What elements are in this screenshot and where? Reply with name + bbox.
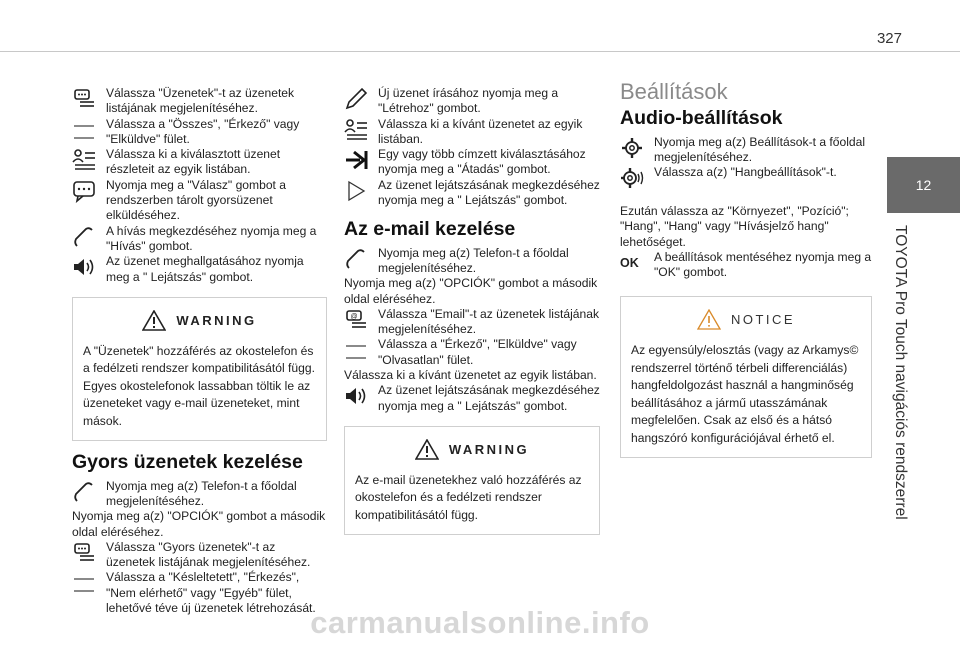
instruction-row [344, 383, 600, 414]
instruction-row [620, 250, 872, 284]
instruction-row [344, 178, 600, 209]
section-title: Audio-beállítások [620, 107, 783, 130]
section-title: Az e-mail kezelése [344, 218, 516, 241]
instruction-text: Ezután válassza az "Környezet", "Pozíció"; "Hang", "Hang" vagy "Hívásjelző hang" lehetőséget. [620, 204, 849, 249]
instruction-row [620, 165, 872, 194]
instruction-row [344, 86, 600, 117]
column-1 [72, 86, 327, 616]
chapter-tab [887, 157, 960, 213]
list-select-icon [344, 117, 378, 146]
instruction-row [72, 117, 327, 148]
speaker-icon [344, 383, 378, 412]
messages-icon [72, 86, 106, 115]
instruction-row [344, 246, 600, 277]
instruction-text: Az üzenet lejátszásának megkezdéséhez nyomja meg a " Lejátszás" gombot. [378, 177, 600, 208]
warning-text: A "Üzenetek" hozzáférés az okostelefon és a fedélzeti rendszer kompatibilitásától függ. Egyes okostelefonok lassabban töltik le az üzeneteket vagy e-mail üzeneteket, mint mások. [83, 343, 315, 428]
messages-icon [72, 540, 106, 569]
instruction-text: Válassza ki a kiválasztott üzenet részleteit az egyik listában. [106, 147, 281, 177]
warning-title: WARNING [176, 312, 257, 328]
column-3 [620, 79, 872, 468]
instruction-text: Válassza "Üzenetek"-t az üzenetek listájának megjelenítéséhez. [106, 86, 295, 116]
instruction-text: Új üzenet írásához nyomja meg a "Létrehoz" gombot. [378, 86, 559, 116]
play-icon [344, 178, 378, 207]
warning-title: WARNING [448, 441, 530, 457]
instruction-row [620, 135, 872, 166]
section-title: Gyors üzenetek kezelése [72, 451, 303, 474]
tab-blank-icon [72, 570, 106, 599]
pencil-icon [344, 86, 378, 115]
instruction-text: Válassza a "Összes", "Érkező" vagy "Elküldve" fület. [106, 116, 300, 146]
page-number: 327 [876, 30, 902, 47]
warning-box [72, 297, 327, 442]
notice-icon [697, 309, 721, 330]
instruction-text: Nyomja meg a(z) Telefon-t a főoldal megjelenítéséhez. [378, 245, 569, 275]
notice-box [620, 296, 872, 458]
instruction-text: Nyomja meg a "Válasz" gombot a rendszerben tárolt gyorsüzenet elküldéséhez. [106, 177, 286, 223]
instruction-text: Válassza "Gyors üzenetek"-t az üzenetek listájának megjelenítéséhez. [106, 539, 311, 570]
sound-settings-icon [620, 165, 654, 194]
header-rule [0, 51, 960, 52]
instruction-text: Válassza a "Érkező", "Elküldve" vagy "Olvasatlan" fület. [378, 337, 577, 367]
instruction-text: Válassza a "Késleltetett", "Érkezés", "Nem elérhető" vagy "Egyéb" fület, lehetővé téve új üzenetek létrehozását. [106, 570, 316, 616]
instruction-text: Nyomja meg a(z) Beállítások-t a főoldal megjelenítéséhez. [654, 134, 866, 164]
watermark: carmanualsonline.info [310, 605, 650, 640]
instruction-text: A hívás megkezdéséhez nyomja meg a "Hívás" gombot. [106, 223, 317, 253]
instruction-row [344, 147, 600, 178]
instruction-row [72, 479, 327, 510]
instruction-text: A beállítások mentéséhez nyomja meg a "OK" gombot. [654, 250, 872, 280]
warning-icon [415, 439, 439, 460]
page-title: Beállítások [620, 79, 728, 104]
instruction-row [344, 117, 600, 148]
notice-heading [631, 309, 861, 330]
forward-icon [344, 147, 378, 176]
side-title-text: TOYOTA Pro Touch navigációs rendszerrel [892, 225, 909, 520]
instruction-row [72, 147, 327, 178]
warning-heading [355, 439, 589, 460]
reply-icon [72, 178, 106, 207]
instruction-text: Nyomja meg a(z) "OPCIÓK" gombot a második oldal eléréséhez. [344, 276, 598, 306]
instruction-row [72, 540, 327, 571]
notice-title: NOTICE [730, 311, 796, 327]
warning-box [344, 426, 600, 536]
instruction-text: Az üzenet meghallgatásához nyomja meg a " Lejátszás" gombot. [106, 254, 304, 284]
tab-blank-icon [72, 117, 106, 146]
instruction-row [72, 178, 327, 224]
column-2 [344, 86, 600, 545]
tab-blank-icon [344, 337, 378, 366]
instruction-text: Válassza a(z) "Hangbeállítások"-t. [654, 165, 837, 180]
instruction-text: Nyomja meg a(z) "OPCIÓK" gombot a második oldal eléréséhez. [72, 509, 326, 539]
instruction-text: Válassza ki a kívánt üzenetet az egyik listában. [344, 368, 597, 383]
warning-heading [83, 310, 316, 331]
instruction-text: Nyomja meg a(z) Telefon-t a főoldal megjelenítéséhez. [106, 478, 297, 508]
phone-icon [72, 479, 106, 508]
list-select-icon [72, 147, 106, 176]
warning-text: Az e-mail üzenetekhez való hozzáférés az okostelefon és a fedélzeti rendszer kompatibilitásától függ. [355, 472, 582, 522]
chapter-number: 12 [915, 177, 932, 193]
instruction-row [72, 224, 327, 255]
gear-icon [620, 135, 654, 164]
notice-text: Az egyensúly/elosztás (vagy az Arkamys© rendszerrel történő térbeli differenciálás) hangfeldolgozást használ a hangminőség beállításához a jármű utasszámának megfelelően. Csak az első és a hátsó hangszóró konfigurációjával érhető el. [631, 343, 859, 445]
instruction-text: Az üzenet lejátszásának megkezdéséhez nyomja meg a " Lejátszás" gombot. [378, 383, 600, 413]
instruction-row [72, 86, 327, 117]
instruction-text: Válassza "Email"-t az üzenetek listájának megjelenítéséhez. [378, 306, 600, 337]
ok-label: OK [620, 256, 639, 271]
instruction-text: Egy vagy több címzett kiválasztásához nyomja meg a "Átadás" gombot. [378, 147, 586, 177]
email-icon [344, 307, 378, 336]
warning-icon [142, 310, 166, 331]
phone-icon [344, 246, 378, 275]
phone-icon [72, 224, 106, 253]
instruction-row [72, 254, 327, 285]
instruction-text: Válassza ki a kívánt üzenetet az egyik listában. [378, 116, 583, 146]
speaker-icon [72, 254, 106, 283]
side-title [886, 225, 914, 535]
svg-text:@: @ [350, 313, 358, 321]
instruction-row [344, 307, 600, 338]
instruction-row [344, 337, 600, 368]
